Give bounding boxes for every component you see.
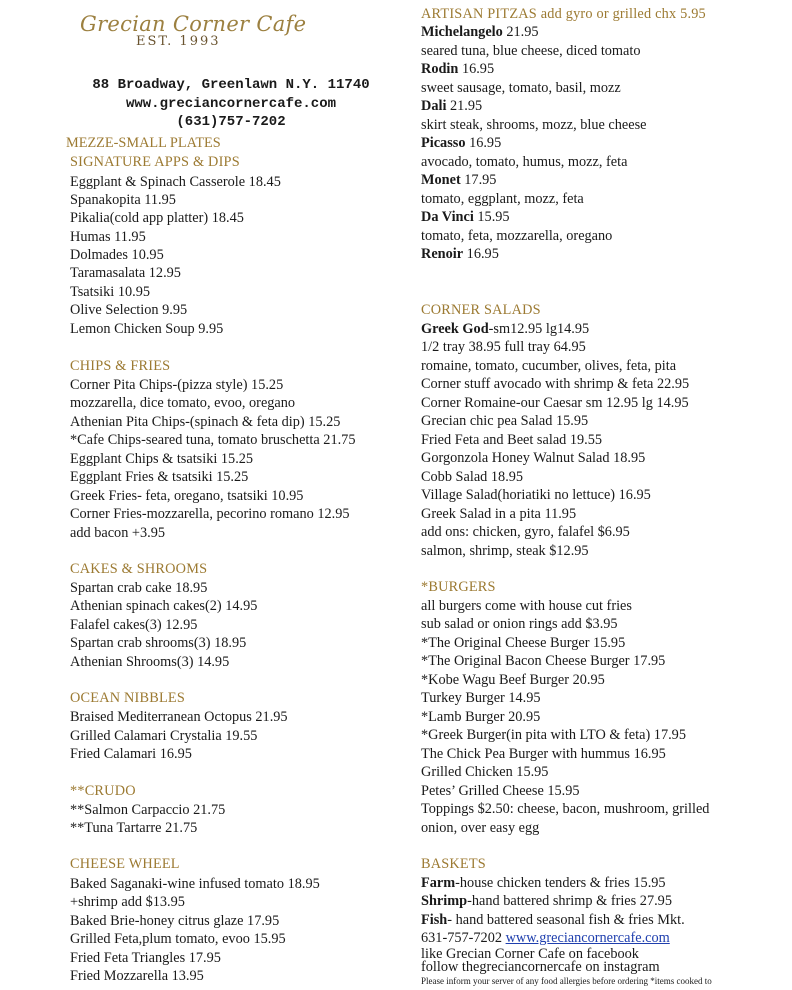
logo-established: EST. 1993 xyxy=(136,34,221,49)
menu-item: Turkey Burger 14.95 xyxy=(421,690,541,706)
pitza-item xyxy=(421,171,496,189)
basket-desc: -hand battered shrimp & fries 27.95 xyxy=(467,893,672,909)
menu-item: *Greek Burger(in pita with LTO & feta) 17.95 xyxy=(421,727,686,743)
menu-item: Fried Feta and Beet salad 19.55 xyxy=(421,432,603,448)
pitza-price: 21.95 xyxy=(450,98,483,114)
pitza-item xyxy=(421,245,499,263)
pitza-desc: tomato, eggplant, mozz, feta xyxy=(421,191,584,207)
menu-item: The Chick Pea Burger with hummus 16.95 xyxy=(421,746,666,762)
facebook-note: like Grecian Corner Cafe on facebook xyxy=(421,946,639,962)
website-link[interactable]: www.greciancornercafe.com xyxy=(505,930,670,946)
pitza-desc: seared tuna, blue cheese, diced tomato xyxy=(421,43,641,59)
menu-item: Tsatsiki 10.95 xyxy=(70,284,151,300)
salad-price: -sm12.95 lg14.95 xyxy=(488,321,590,337)
menu-item: Toppings $2.50: cheese, bacon, mushroom, grilled xyxy=(421,801,710,817)
menu-item: *The Original Bacon Cheese Burger 17.95 xyxy=(421,653,666,669)
instagram-note: follow thegreciancornercafe on instagram xyxy=(421,959,660,975)
menu-item: Athenian Pita Chips-(spinach & feta dip) 15.25 xyxy=(70,414,341,430)
pitza-desc: skirt steak, shrooms, mozz, blue cheese xyxy=(421,117,647,133)
menu-item: Braised Mediterranean Octopus 21.95 xyxy=(70,709,288,725)
menu-item: *Lamb Burger 20.95 xyxy=(421,709,541,725)
menu-item: Eggplant Chips & tsatsiki 15.25 xyxy=(70,451,254,467)
mezze-title: MEZZE-SMALL PLATES xyxy=(66,135,221,151)
menu-item: Fried Feta Triangles 17.95 xyxy=(70,950,221,966)
menu-item: Spartan crab shrooms(3) 18.95 xyxy=(70,635,247,651)
menu-item: Corner Pita Chips-(pizza style) 15.25 xyxy=(70,377,284,393)
menu-item: Olive Selection 9.95 xyxy=(70,302,188,318)
menu-item: Fried Calamari 16.95 xyxy=(70,746,192,762)
pitza-price: 15.95 xyxy=(477,209,510,225)
menu-item: add bacon +3.95 xyxy=(70,525,166,541)
menu-item: Grecian chic pea Salad 15.95 xyxy=(421,413,589,429)
basket-item xyxy=(421,911,685,929)
pitza-price: 16.95 xyxy=(469,135,502,151)
pitza-item xyxy=(421,60,494,78)
menu-item: onion, over easy egg xyxy=(421,820,540,836)
menu-item: **Salmon Carpaccio 21.75 xyxy=(70,802,226,818)
menu-item: Humas 11.95 xyxy=(70,229,146,245)
basket-name: Fish xyxy=(421,912,448,928)
menu-item: Dolmades 10.95 xyxy=(70,247,164,263)
menu-item: Corner Romaine-our Caesar sm 12.95 lg 14.95 xyxy=(421,395,689,411)
address: 88 Broadway, Greenlawn N.Y. 11740 xyxy=(92,77,370,93)
menu-item: Eggplant & Spinach Casserole 18.45 xyxy=(70,174,281,190)
ocean-header: OCEAN NIBBLES xyxy=(70,690,185,706)
pitza-item xyxy=(421,23,539,41)
crudo-header: **CRUDO xyxy=(70,783,136,799)
pitza-desc: sweet sausage, tomato, basil, mozz xyxy=(421,80,621,96)
menu-item: all burgers come with house cut fries xyxy=(421,598,632,614)
menu-item: Eggplant Fries & tsatsiki 15.25 xyxy=(70,469,249,485)
menu-item: romaine, tomato, cucumber, olives, feta, pita xyxy=(421,358,677,374)
basket-item xyxy=(421,874,666,892)
menu-item: Grilled Chicken 15.95 xyxy=(421,764,549,780)
menu-item: Petes’ Grilled Cheese 15.95 xyxy=(421,783,580,799)
pitza-name: Michelangelo xyxy=(421,24,503,40)
menu-item: Falafel cakes(3) 12.95 xyxy=(70,617,198,633)
menu-item: mozzarella, dice tomato, evoo, oregano xyxy=(70,395,296,411)
pitza-name: Rodin xyxy=(421,61,459,77)
pitza-name: Da Vinci xyxy=(421,209,474,225)
menu-item: Baked Brie-honey citrus glaze 17.95 xyxy=(70,913,280,929)
menu-item: Greek Fries- feta, oregano, tsatsiki 10.95 xyxy=(70,488,304,504)
chips-header: CHIPS & FRIES xyxy=(70,358,171,374)
pitza-desc: avocado, tomato, humus, mozz, feta xyxy=(421,154,628,170)
basket-desc: - hand battered seasonal fish & fries Mkt. xyxy=(447,912,685,928)
footer-phone: 631-757-7202 xyxy=(421,930,503,946)
cakes-header: CAKES & SHROOMS xyxy=(70,561,208,577)
menu-item: salmon, shrimp, steak $12.95 xyxy=(421,543,589,559)
pitzas-header: ARTISAN PITZAS add gyro or grilled chx 5.95 xyxy=(421,6,706,22)
pitza-name: Monet xyxy=(421,172,461,188)
basket-desc: -house chicken tenders & fries 15.95 xyxy=(455,875,666,891)
menu-item: 1/2 tray 38.95 full tray 64.95 xyxy=(421,339,586,355)
baskets-header: BASKETS xyxy=(421,856,486,872)
salad-item xyxy=(421,320,589,338)
pitza-price: 16.95 xyxy=(461,61,495,77)
basket-name: Farm xyxy=(421,875,456,891)
phone: (631)757-7202 xyxy=(176,114,286,130)
menu-item: Village Salad(horiatiki no lettuce) 16.95 xyxy=(421,487,651,503)
menu-item: Athenian Shrooms(3) 14.95 xyxy=(70,654,230,670)
pitza-price: 17.95 xyxy=(464,172,497,188)
pitza-desc: tomato, feta, mozzarella, oregano xyxy=(421,228,613,244)
pitza-price: 16.95 xyxy=(466,246,499,262)
menu-item: add ons: chicken, gyro, falafel $6.95 xyxy=(421,524,630,540)
salad-name: Greek God xyxy=(421,321,489,337)
pitza-name: Renoir xyxy=(421,246,464,262)
pitza-name: Picasso xyxy=(421,135,466,151)
menu-item: Baked Saganaki-wine infused tomato 18.95 xyxy=(70,876,320,892)
basket-name: Shrimp xyxy=(421,893,468,909)
menu-item: sub salad or onion rings add $3.95 xyxy=(421,616,618,632)
menu-item: Cobb Salad 18.95 xyxy=(421,469,524,485)
menu-item: Pikalia(cold app platter) 18.45 xyxy=(70,210,244,226)
menu-item: Taramasalata 12.95 xyxy=(70,265,181,281)
menu-item: Grilled Calamari Crystalia 19.55 xyxy=(70,728,258,744)
pitza-item xyxy=(421,208,510,226)
basket-item xyxy=(421,892,672,910)
contact-line xyxy=(421,929,670,947)
pitza-item xyxy=(421,134,501,152)
menu-item: *Cafe Chips-seared tuna, tomato bruschetta 21.75 xyxy=(70,432,356,448)
menu-item: Corner Fries-mozzarella, pecorino romano 12.95 xyxy=(70,506,350,522)
menu-item: Grilled Feta,plum tomato, evoo 15.95 xyxy=(70,931,286,947)
pitza-name: Dali xyxy=(421,98,447,114)
pitza-item xyxy=(421,97,482,115)
menu-item: Spanakopita 11.95 xyxy=(70,192,176,208)
menu-item: +shrimp add $13.95 xyxy=(70,894,185,910)
pitza-price: 21.95 xyxy=(506,24,539,40)
logo-name: Grecian Corner Cafe xyxy=(80,12,307,36)
menu-item: Corner stuff avocado with shrimp & feta 22.95 xyxy=(421,376,690,392)
salads-header: CORNER SALADS xyxy=(421,302,541,318)
menu-item: Lemon Chicken Soup 9.95 xyxy=(70,321,224,337)
menu-item: *The Original Cheese Burger 15.95 xyxy=(421,635,626,651)
menu-item: Greek Salad in a pita 11.95 xyxy=(421,506,577,522)
allergy-notice: Please inform your server of any food allergies before ordering *items cooked to xyxy=(421,976,712,986)
menu-item: Athenian spinach cakes(2) 14.95 xyxy=(70,598,258,614)
menu-item: Gorgonzola Honey Walnut Salad 18.95 xyxy=(421,450,646,466)
menu-item: **Tuna Tartarre 21.75 xyxy=(70,820,198,836)
menu-item: Fried Mozzarella 13.95 xyxy=(70,968,204,984)
website[interactable]: www.greciancornercafe.com xyxy=(125,95,337,112)
cheese-header: CHEESE WHEEL xyxy=(70,856,180,872)
menu-item: Spartan crab cake 18.95 xyxy=(70,580,208,596)
signature-header: SIGNATURE APPS & DIPS xyxy=(70,154,240,170)
menu-item: *Kobe Wagu Beef Burger 20.95 xyxy=(421,672,605,688)
burgers-header: *BURGERS xyxy=(421,579,496,595)
